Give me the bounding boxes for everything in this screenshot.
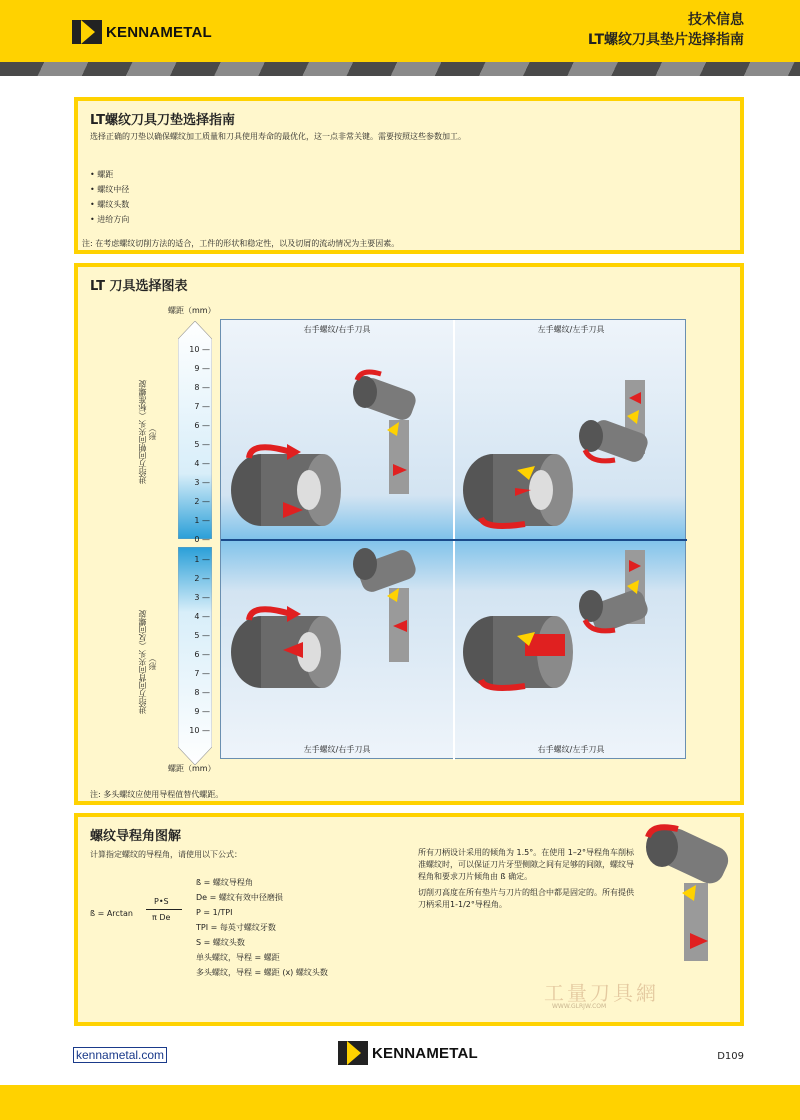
tick-label: 10 — xyxy=(189,726,210,735)
quadrant-label-bottom-left: 左手螺纹/右手刀具 xyxy=(303,745,371,754)
tick-label: 3 — xyxy=(194,478,210,487)
quadrant-label-top-right: 左手螺纹/左手刀具 xyxy=(537,325,605,334)
selection-chart-panel xyxy=(74,263,744,805)
tool-selection-grid xyxy=(220,319,686,759)
header-stripe xyxy=(0,62,800,76)
quadrant-label-bottom-right: 右手螺纹/左手刀具 xyxy=(537,745,605,754)
list-item: • 螺纹中径 xyxy=(90,182,129,197)
definition-line: 单头螺纹，导程 = 螺距 xyxy=(196,953,280,962)
kennametal-k-icon xyxy=(338,1041,368,1065)
tick-label: 6 — xyxy=(194,421,210,430)
lead-angle-panel xyxy=(74,813,744,1026)
grid-divider-horizontal xyxy=(221,539,687,541)
definition-line: S = 螺纹头数 xyxy=(196,938,245,947)
threading-illustration-tl xyxy=(221,340,453,536)
definition-line: P = 1/TPI xyxy=(196,908,233,917)
list-item: • 螺距 xyxy=(90,167,129,182)
tick-label: 10 — xyxy=(189,345,210,354)
definition-line: De = 螺纹有效中径磨损 xyxy=(196,893,283,902)
section3-height-note: 切削刃高度在所有垫片与刀片的组合中都是固定的。所有提供刀柄采用1-1/2°导程角。 xyxy=(418,888,634,909)
section3-title: 螺纹导程角图解 xyxy=(90,829,182,844)
formula-lhs: ß = Arctan xyxy=(90,909,133,918)
tick-label: 6 — xyxy=(194,650,210,659)
definition-line: ß = 螺纹导程角 xyxy=(196,878,253,887)
website-link[interactable]: kennametal.com xyxy=(73,1047,167,1063)
formula-denominator: π De xyxy=(152,913,171,922)
footer-brand-name: KENNAMETAL xyxy=(372,1044,478,1062)
tick-label: 5 — xyxy=(194,440,210,449)
section2-title: LT 刀具选择图表 xyxy=(90,279,188,294)
parameter-list xyxy=(90,167,129,227)
tick-label: 2 — xyxy=(194,497,210,506)
definition-line: TPI = 每英寸螺纹牙数 xyxy=(196,923,276,932)
axis-label-bottom: 螺距（mm） xyxy=(168,764,216,773)
tick-label-zero: 0 — xyxy=(194,535,210,544)
header-title-line1: 技术信息 xyxy=(688,12,744,28)
tick-label: 4 — xyxy=(194,612,210,621)
watermark-text: 工量刀具網 xyxy=(544,981,659,1005)
tick-label: 8 — xyxy=(194,383,210,392)
section3-intro: 计算指定螺纹的导程角，请使用以下公式： xyxy=(90,850,242,859)
section1-title: LT螺纹刀具刀垫选择指南 xyxy=(90,113,235,128)
formula-definitions xyxy=(196,875,328,980)
threading-illustration-tr xyxy=(455,340,687,536)
tick-label: 1 — xyxy=(194,555,210,564)
insert-guide-panel xyxy=(74,97,744,254)
tick-label: 2 — xyxy=(194,574,210,583)
axis-label-top: 螺距（mm） xyxy=(168,306,216,315)
section3-helix-note: 所有刀柄设计采用的倾角为 1.5°。在使用 1–2°导程角车削标准螺纹时，可以保证刀片牙型侧隙之间有足够的间隙，螺纹导程角和要求刀片倾角由 ß 确定。 xyxy=(418,848,634,881)
header-title xyxy=(588,10,744,50)
tick-label: 5 — xyxy=(194,631,210,640)
kennametal-logo xyxy=(72,20,212,44)
list-item: • 进给方向 xyxy=(90,212,129,227)
list-item: • 螺纹头数 xyxy=(90,197,129,212)
footer-bar xyxy=(0,1085,800,1120)
page-number: D109 xyxy=(717,1051,744,1062)
definition-line: 多头螺纹，导程 = 螺距 (x) 螺纹头数 xyxy=(196,968,328,977)
page-header xyxy=(0,0,800,62)
footer-kennametal-logo xyxy=(338,1041,478,1065)
tick-label: 1 — xyxy=(194,516,210,525)
lead-angle-illustration xyxy=(638,823,738,963)
formula-fraction-bar xyxy=(146,909,182,910)
header-title-line2: LT螺纹刀具垫片选择指南 xyxy=(587,32,744,48)
tick-label: 3 — xyxy=(194,593,210,602)
brand-name: KENNAMETAL xyxy=(106,23,212,41)
tick-label: 4 — xyxy=(194,459,210,468)
threading-illustration-bl xyxy=(221,542,453,738)
section1-note: 注: 在考虑螺纹切削方法的适合，工件的形状和稳定性，以及切屑的流动情况为主要因素。 xyxy=(82,239,400,248)
feed-toward-chuck-label: 进给方向朝向夹头（标准螺旋形） xyxy=(138,380,157,484)
tick-label: 9 — xyxy=(194,364,210,373)
formula-numerator: P•S xyxy=(154,897,169,906)
section2-note: 注: 多头螺纹应使用导程值替代螺距。 xyxy=(90,790,224,799)
quadrant-label-top-left: 右手螺纹/右手刀具 xyxy=(303,325,371,334)
watermark-url: WWW.GLRJW.COM xyxy=(552,1003,607,1010)
tick-label: 7 — xyxy=(194,402,210,411)
tick-label: 9 — xyxy=(194,707,210,716)
feed-away-chuck-label: 进给方向背向夹头（反向螺旋形） xyxy=(138,610,157,714)
tick-label: 7 — xyxy=(194,669,210,678)
kennametal-k-icon xyxy=(72,20,102,44)
tick-label: 8 — xyxy=(194,688,210,697)
section1-intro: 选择正确的刀垫以确保螺纹加工质量和刀具使用寿命的最优化，这一点非常关键。需要按照这些参数加工。 xyxy=(90,132,466,141)
threading-illustration-br xyxy=(455,542,687,738)
